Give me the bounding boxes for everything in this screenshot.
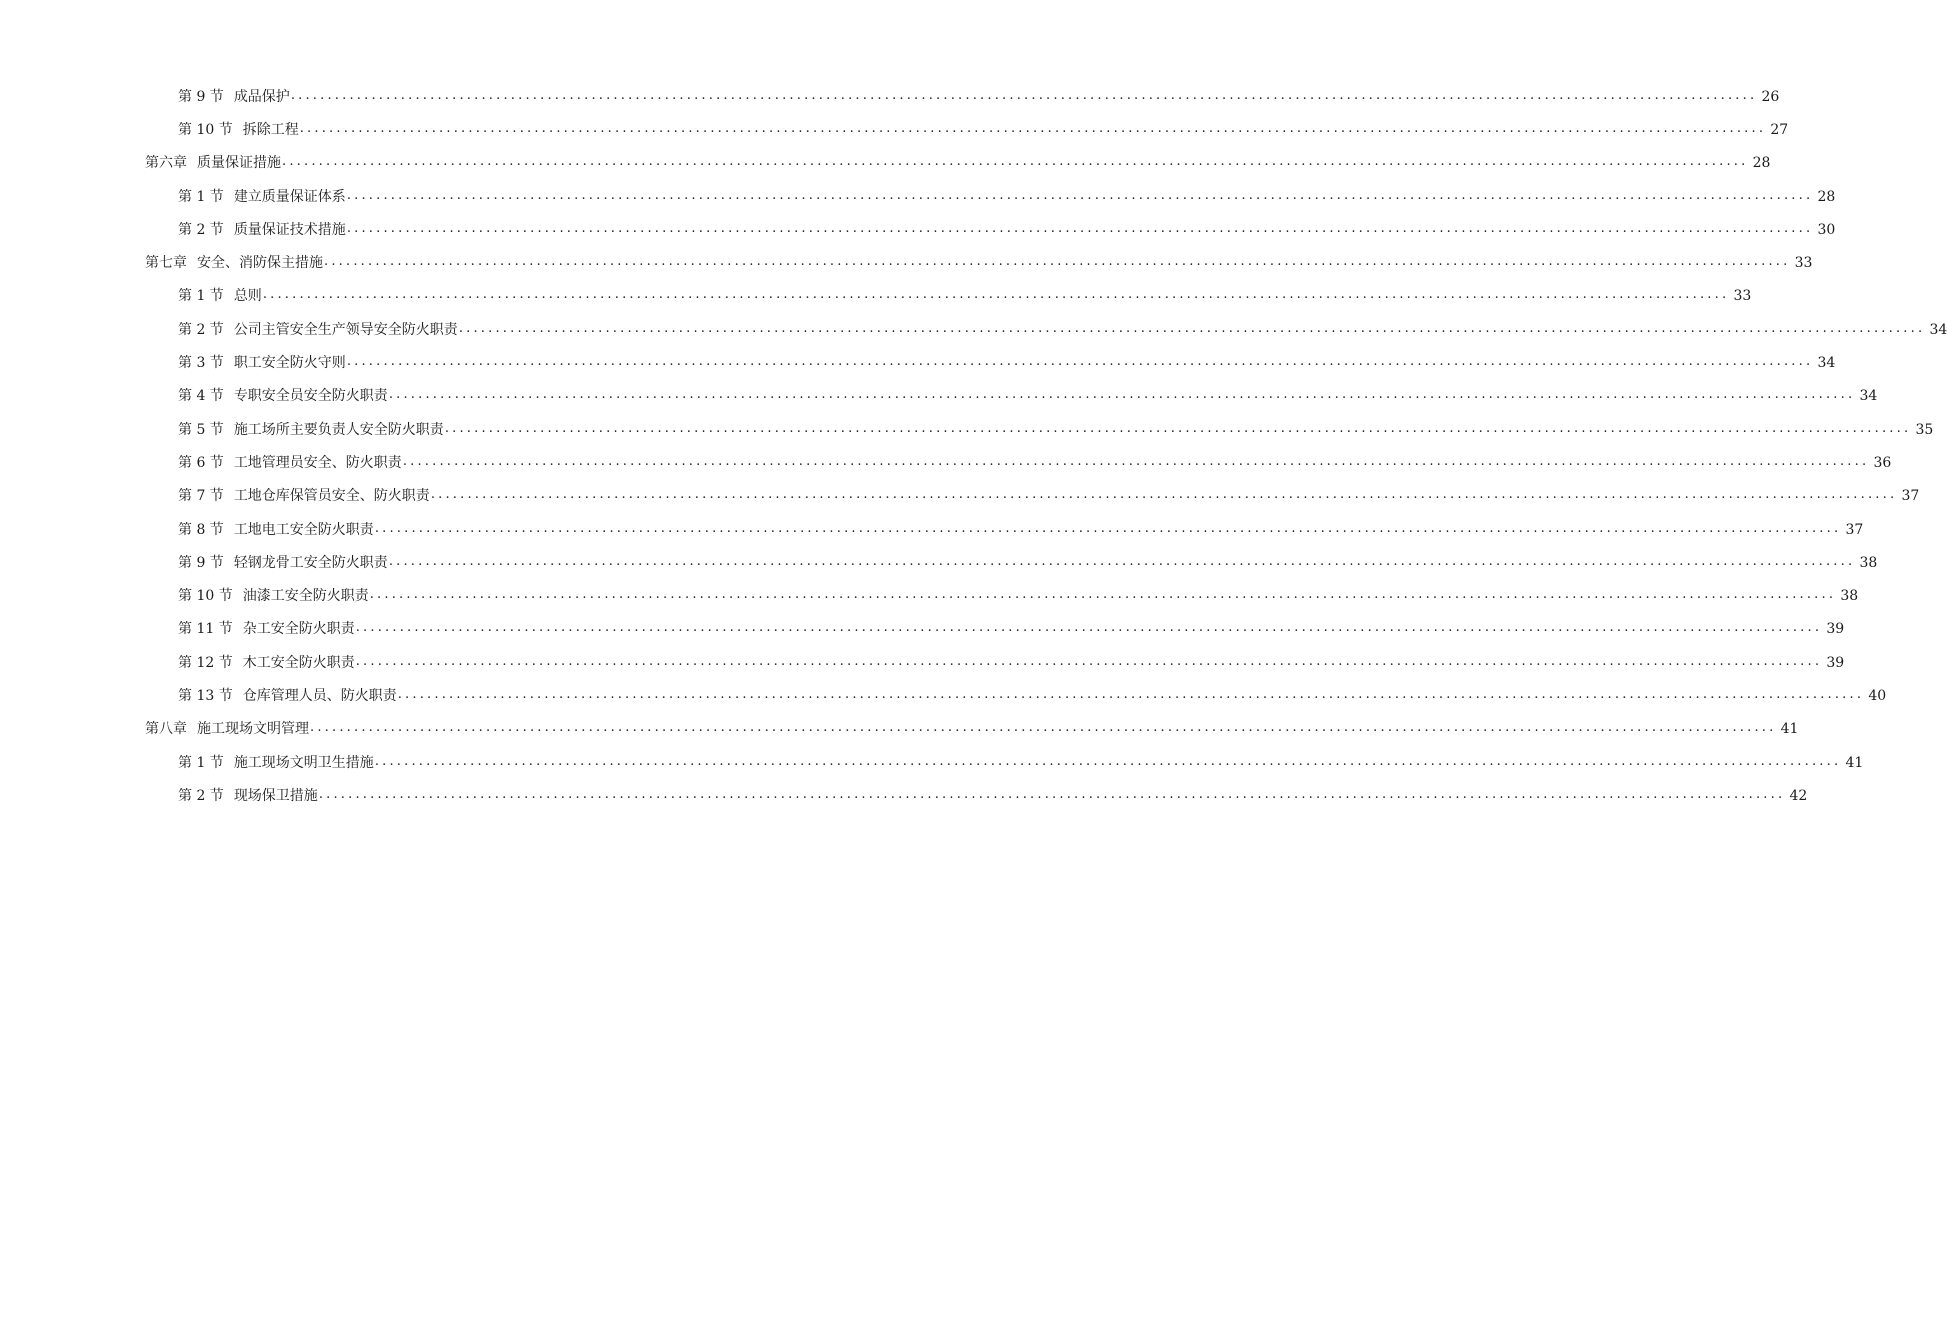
toc-entry-text: 专职安全员安全防火职责 xyxy=(233,388,388,405)
toc-entry-title xyxy=(145,719,309,739)
toc-entry-title xyxy=(178,619,355,639)
toc-entry-title xyxy=(145,253,323,273)
toc-page-number: 28 xyxy=(1752,155,1771,172)
toc-section-entry[interactable] xyxy=(0,579,1859,612)
toc-entry-number: 第七章 xyxy=(145,255,187,272)
toc-page-number: 33 xyxy=(1733,288,1752,305)
dot-leader: ........................................................................................................................................................................................................ xyxy=(262,287,1730,303)
toc-entry-number: 第 3 节 xyxy=(178,355,224,372)
toc-section-entry[interactable] xyxy=(0,380,1878,413)
toc-entry-text: 公司主管安全生产领导安全防火职责 xyxy=(233,321,458,338)
toc-entry-text: 施工场所主要负责人安全防火职责 xyxy=(233,421,444,438)
dot-leader: ........................................................................................................................................................................................................ xyxy=(397,686,1865,702)
toc-entry-title xyxy=(178,553,388,573)
dot-leader: ........................................................................................................................................................................................................ xyxy=(444,420,1912,436)
toc-entry-text: 工地管理员安全、防火职责 xyxy=(233,454,402,471)
toc-page-number: 33 xyxy=(1794,255,1813,272)
toc-section-entry[interactable] xyxy=(0,679,1887,712)
toc-page-number: 27 xyxy=(1770,121,1789,138)
toc-entry-number: 第 2 节 xyxy=(178,321,224,338)
toc-entry-number: 第 4 节 xyxy=(178,388,224,405)
toc-page-number: 37 xyxy=(1845,521,1864,538)
toc-entry-number: 第 1 节 xyxy=(178,188,224,205)
toc-entry-title xyxy=(178,786,318,806)
toc-entry-title xyxy=(178,120,299,140)
toc-entry-number: 第 5 节 xyxy=(178,421,224,438)
toc-entry-text: 现场保卫措施 xyxy=(233,787,318,804)
toc-entry-number: 第 11 节 xyxy=(178,621,233,638)
dot-leader: ........................................................................................................................................................................................................ xyxy=(346,187,1814,203)
toc-entry-text: 成品保护 xyxy=(233,88,290,105)
toc-entry-text: 仓库管理人员、防火职责 xyxy=(242,687,397,704)
toc-entry-title xyxy=(178,420,444,440)
toc-entry-text: 总则 xyxy=(233,288,262,305)
toc-entry-text: 工地电工安全防火职责 xyxy=(233,521,374,538)
toc-page-number: 26 xyxy=(1761,88,1780,105)
toc-page-number: 28 xyxy=(1817,188,1836,205)
toc-chapter-entry[interactable] xyxy=(0,713,1799,746)
toc-entry-number: 第 13 节 xyxy=(178,687,233,704)
toc-entry-text: 施工现场文明卫生措施 xyxy=(233,754,374,771)
toc-entry-text: 职工安全防火守则 xyxy=(233,355,346,372)
toc-page-number: 41 xyxy=(1845,754,1864,771)
dot-leader: ........................................................................................................................................................................................................ xyxy=(290,87,1758,103)
toc-entry-title xyxy=(178,753,374,773)
toc-entry-number: 第 2 节 xyxy=(178,221,224,238)
toc-entry-number: 第六章 xyxy=(145,155,187,172)
toc-section-entry[interactable] xyxy=(0,213,1836,246)
toc-section-entry[interactable] xyxy=(0,346,1836,379)
toc-page-number: 39 xyxy=(1826,654,1845,671)
dot-leader: ........................................................................................................................................................................................................ xyxy=(310,720,1777,736)
dot-leader: ........................................................................................................................................................................................................ xyxy=(458,320,1926,336)
toc-page-number: 39 xyxy=(1826,621,1845,638)
toc-entry-title xyxy=(145,153,281,173)
toc-section-entry[interactable] xyxy=(0,646,1845,679)
toc-page-number: 34 xyxy=(1817,355,1836,372)
toc-entry-title xyxy=(178,87,290,107)
toc-section-entry[interactable] xyxy=(0,313,1947,346)
toc-entry-number: 第 9 节 xyxy=(178,554,224,571)
toc-section-entry[interactable] xyxy=(0,613,1845,646)
toc-entry-text: 施工现场文明管理 xyxy=(197,721,309,738)
toc-entry-number: 第 1 节 xyxy=(178,754,224,771)
toc-entry-title xyxy=(178,686,397,706)
toc-entry-title xyxy=(178,353,346,373)
dot-leader: ........................................................................................................................................................................................................ xyxy=(318,786,1786,802)
toc-page-number: 35 xyxy=(1915,421,1934,438)
toc-entry-title xyxy=(178,187,346,207)
dot-leader: ........................................................................................................................................................................................................ xyxy=(346,220,1814,236)
table-of-contents xyxy=(0,80,1947,813)
toc-section-entry[interactable] xyxy=(0,413,1934,446)
toc-section-entry[interactable] xyxy=(0,513,1864,546)
toc-entry-text: 轻钢龙骨工安全防火职责 xyxy=(233,554,388,571)
toc-entry-text: 质量保证措施 xyxy=(197,155,281,172)
dot-leader: ........................................................................................................................................................................................................ xyxy=(299,120,1767,136)
toc-page-number: 42 xyxy=(1789,787,1808,804)
toc-chapter-entry[interactable] xyxy=(0,246,1813,279)
toc-entry-title xyxy=(178,653,355,673)
toc-entry-number: 第 8 节 xyxy=(178,521,224,538)
dot-leader: ........................................................................................................................................................................................................ xyxy=(374,520,1842,536)
dot-leader: ........................................................................................................................................................................................................ xyxy=(402,453,1870,469)
toc-entry-title xyxy=(178,386,388,406)
toc-section-entry[interactable] xyxy=(0,180,1836,213)
toc-entry-title xyxy=(178,586,369,606)
toc-entry-number: 第 12 节 xyxy=(178,654,233,671)
dot-leader: ........................................................................................................................................................................................................ xyxy=(388,387,1856,403)
toc-section-entry[interactable] xyxy=(0,80,1780,113)
dot-leader: ........................................................................................................................................................................................................ xyxy=(369,587,1837,603)
toc-entry-number: 第 10 节 xyxy=(178,588,233,605)
dot-leader: ........................................................................................................................................................................................................ xyxy=(355,653,1823,669)
dot-leader: ........................................................................................................................................................................................................ xyxy=(430,487,1898,503)
dot-leader: ........................................................................................................................................................................................................ xyxy=(324,254,1791,270)
toc-section-entry[interactable] xyxy=(0,480,1920,513)
toc-section-entry[interactable] xyxy=(0,446,1892,479)
toc-entry-text: 建立质量保证体系 xyxy=(233,188,346,205)
toc-page-number: 36 xyxy=(1873,454,1892,471)
toc-entry-number: 第 6 节 xyxy=(178,454,224,471)
toc-entry-number: 第 1 节 xyxy=(178,288,224,305)
toc-entry-title xyxy=(178,286,262,306)
dot-leader: ........................................................................................................................................................................................................ xyxy=(346,354,1814,370)
toc-entry-title xyxy=(178,220,346,240)
toc-section-entry[interactable] xyxy=(0,746,1864,779)
toc-page-number: 37 xyxy=(1901,488,1920,505)
toc-page-number: 41 xyxy=(1780,721,1799,738)
toc-page-number: 34 xyxy=(1929,321,1947,338)
toc-chapter-entry[interactable] xyxy=(0,147,1771,180)
toc-section-entry[interactable] xyxy=(0,280,1752,313)
toc-entry-text: 木工安全防火职责 xyxy=(242,654,355,671)
toc-entry-number: 第 7 节 xyxy=(178,488,224,505)
toc-entry-title xyxy=(178,453,402,473)
toc-section-entry[interactable] xyxy=(0,779,1808,812)
dot-leader: ........................................................................................................................................................................................................ xyxy=(282,154,1749,170)
toc-section-entry[interactable] xyxy=(0,546,1878,579)
toc-page-number: 34 xyxy=(1859,388,1878,405)
toc-entry-number: 第 10 节 xyxy=(178,121,233,138)
toc-page-number: 40 xyxy=(1868,687,1887,704)
toc-page-number: 38 xyxy=(1840,588,1859,605)
toc-entry-text: 杂工安全防火职责 xyxy=(242,621,355,638)
toc-entry-text: 工地仓库保管员安全、防火职责 xyxy=(233,488,430,505)
toc-entry-number: 第 2 节 xyxy=(178,787,224,804)
toc-entry-title xyxy=(178,520,374,540)
dot-leader: ........................................................................................................................................................................................................ xyxy=(355,620,1823,636)
toc-entry-title xyxy=(178,320,458,340)
toc-page-number: 38 xyxy=(1859,554,1878,571)
toc-entry-title xyxy=(178,486,430,506)
toc-entry-number: 第八章 xyxy=(145,721,187,738)
toc-entry-text: 安全、消防保主措施 xyxy=(197,255,323,272)
toc-page-number: 30 xyxy=(1817,221,1836,238)
toc-entry-number: 第 9 节 xyxy=(178,88,224,105)
toc-entry-text: 油漆工安全防火职责 xyxy=(242,588,369,605)
toc-entry-text: 质量保证技术措施 xyxy=(233,221,346,238)
dot-leader: ........................................................................................................................................................................................................ xyxy=(388,553,1856,569)
dot-leader: ........................................................................................................................................................................................................ xyxy=(374,753,1842,769)
toc-entry-text: 拆除工程 xyxy=(242,121,299,138)
toc-section-entry[interactable] xyxy=(0,113,1789,146)
